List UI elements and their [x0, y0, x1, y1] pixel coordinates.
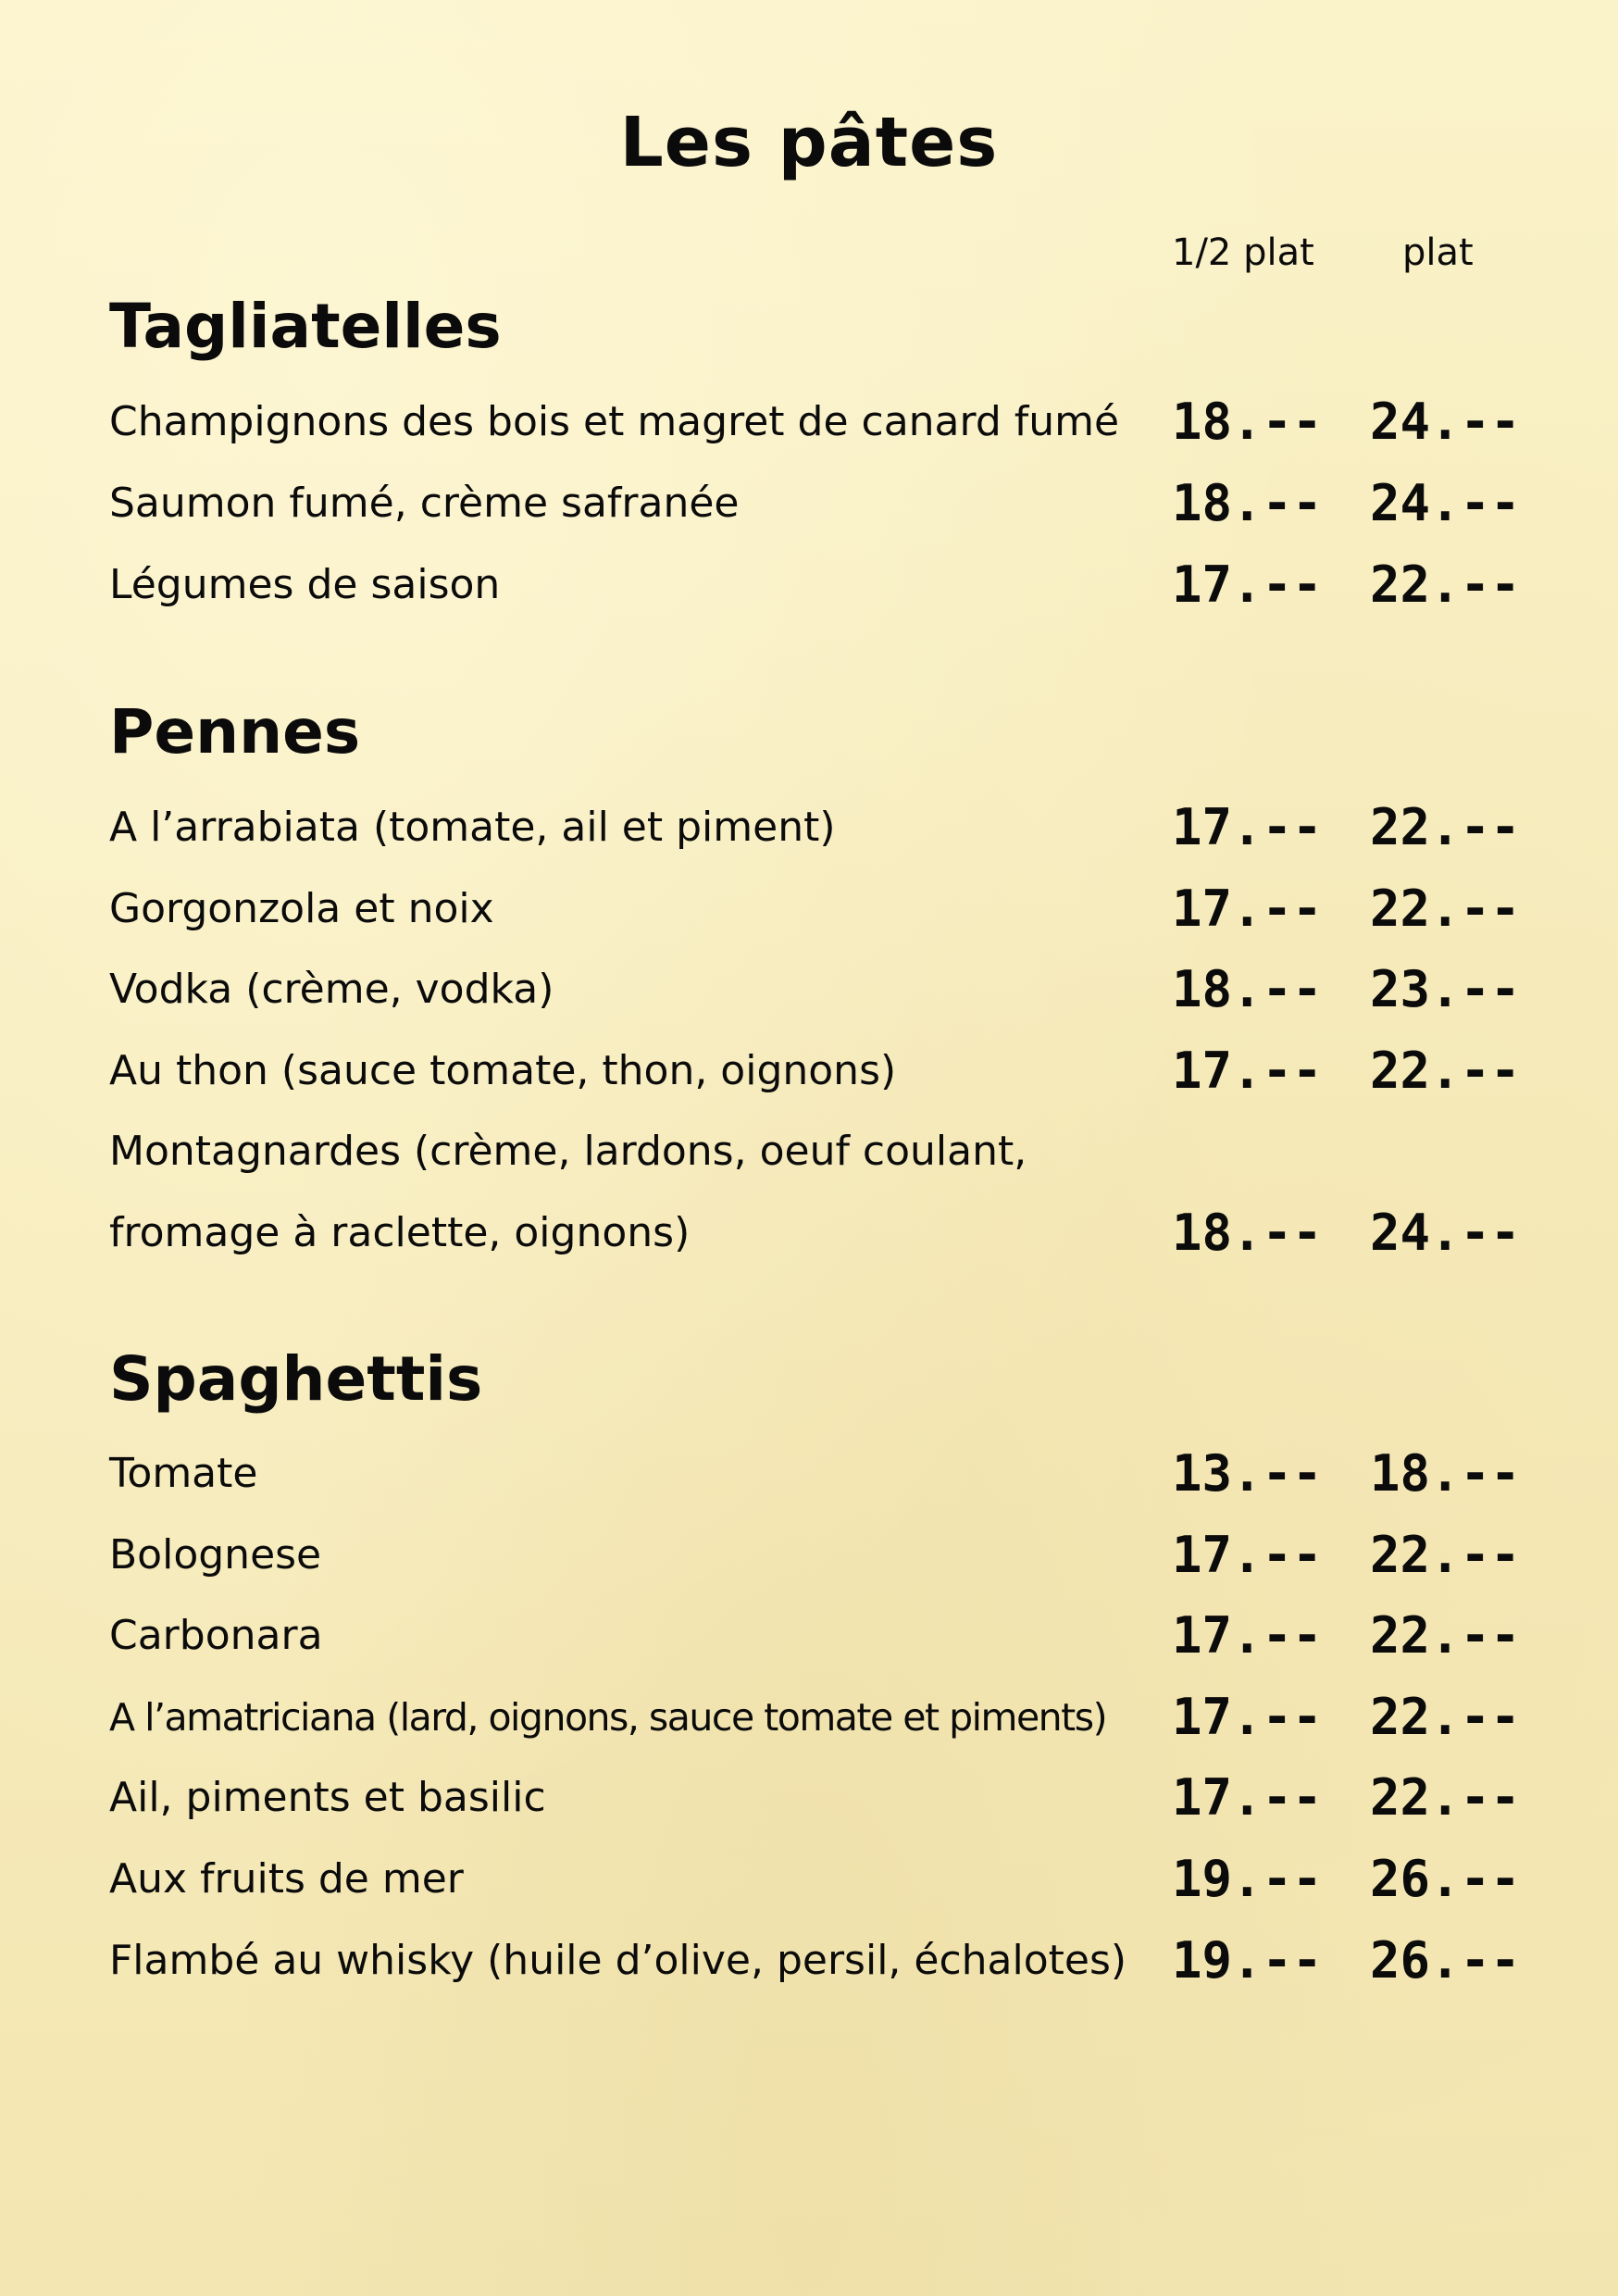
- price-half-plate: 17.--: [1172, 1606, 1323, 1665]
- dish-name: Montagnardes (crème, lardons, oeuf coulant,: [109, 1128, 1027, 1175]
- price-full-plate: 26.--: [1370, 1931, 1521, 1990]
- price-half-plate: 19.--: [1172, 1850, 1323, 1908]
- menu-item: [109, 1841, 1521, 1915]
- menu-item: [109, 1032, 1521, 1106]
- price-full-plate: 24.--: [1370, 393, 1521, 451]
- price-full-plate: 24.--: [1370, 1204, 1521, 1262]
- dish-name: Au thon (sauce tomate, thon, oignons): [109, 1047, 897, 1094]
- price-half-plate: 19.--: [1172, 1931, 1323, 1990]
- menu-item: [109, 1597, 1521, 1671]
- price-full-plate: 22.--: [1370, 1688, 1521, 1746]
- dish-name: Légumes de saison: [109, 561, 501, 608]
- dish-name: Saumon fumé, crème safranée: [109, 480, 740, 527]
- price-half-plate: 17.--: [1172, 1526, 1323, 1584]
- price-half-plate: 17.--: [1172, 1688, 1323, 1746]
- price-half-plate: 18.--: [1172, 1204, 1323, 1262]
- price-half-plate: 17.--: [1172, 1042, 1323, 1100]
- menu-item: [109, 951, 1521, 1025]
- menu-item: [109, 1922, 1521, 1996]
- dish-name: Carbonara: [109, 1612, 323, 1659]
- dish-name: Ail, piments et basilic: [109, 1774, 546, 1821]
- price-half-plate: 17.--: [1172, 880, 1323, 938]
- price-full-plate: 22.--: [1370, 555, 1521, 614]
- menu-item: [109, 1516, 1521, 1591]
- menu-item: [109, 789, 1521, 863]
- menu-item: [109, 1435, 1521, 1509]
- price-full-plate: 22.--: [1370, 1768, 1521, 1827]
- price-full-plate: 22.--: [1370, 798, 1521, 856]
- price-half-plate: 17.--: [1172, 1768, 1323, 1827]
- dish-name: Bolognese: [109, 1531, 322, 1578]
- menu-item: [109, 1759, 1521, 1833]
- section-title-spaghettis: Spaghettis: [109, 1343, 483, 1415]
- section-title-tagliatelles: Tagliatelles: [109, 291, 502, 362]
- price-full-plate: 22.--: [1370, 1042, 1521, 1100]
- dish-name: A l’arrabiata (tomate, ail et piment): [109, 804, 836, 851]
- menu-item: [109, 1113, 1516, 1187]
- menu-item: [109, 870, 1521, 944]
- price-half-plate: 18.--: [1172, 960, 1323, 1018]
- price-half-plate: 13.--: [1172, 1444, 1323, 1503]
- dish-name: A l’amatriciana (lard, oignons, sauce tomate et piments): [109, 1695, 1107, 1740]
- price-half-plate: 18.--: [1172, 474, 1323, 532]
- price-full-plate: 24.--: [1370, 474, 1521, 532]
- dish-name: Flambé au whisky (huile d’olive, persil, échalotes): [109, 1937, 1127, 1984]
- section-title-pennes: Pennes: [109, 696, 361, 767]
- menu-item: [109, 465, 1521, 539]
- price-half-plate: 17.--: [1172, 555, 1323, 614]
- dish-name: Aux fruits de mer: [109, 1855, 464, 1903]
- menu-item: [109, 546, 1521, 620]
- price-half-plate: 17.--: [1172, 798, 1323, 856]
- menu-item: [109, 1678, 1521, 1753]
- price-half-plate: 18.--: [1172, 393, 1323, 451]
- price-full-plate: 22.--: [1370, 1526, 1521, 1584]
- price-full-plate: 22.--: [1370, 880, 1521, 938]
- price-full-plate: 23.--: [1370, 960, 1521, 1018]
- column-header-full-plate: plat: [1402, 231, 1474, 274]
- page-title: Les pâtes: [619, 103, 999, 182]
- price-full-plate: 22.--: [1370, 1606, 1521, 1665]
- menu-item: [109, 1194, 1521, 1268]
- menu-item: [109, 383, 1521, 457]
- price-full-plate: 26.--: [1370, 1850, 1521, 1908]
- price-full-plate: 18.--: [1370, 1444, 1521, 1503]
- dish-name: Champignons des bois et magret de canard fumé: [109, 398, 1120, 445]
- dish-name: Vodka (crème, vodka): [109, 966, 554, 1013]
- column-header-half-plate: 1/2 plat: [1172, 231, 1314, 274]
- dish-name: Tomate: [109, 1450, 258, 1497]
- dish-name: fromage à raclette, oignons): [109, 1209, 691, 1256]
- dish-name: Gorgonzola et noix: [109, 885, 494, 932]
